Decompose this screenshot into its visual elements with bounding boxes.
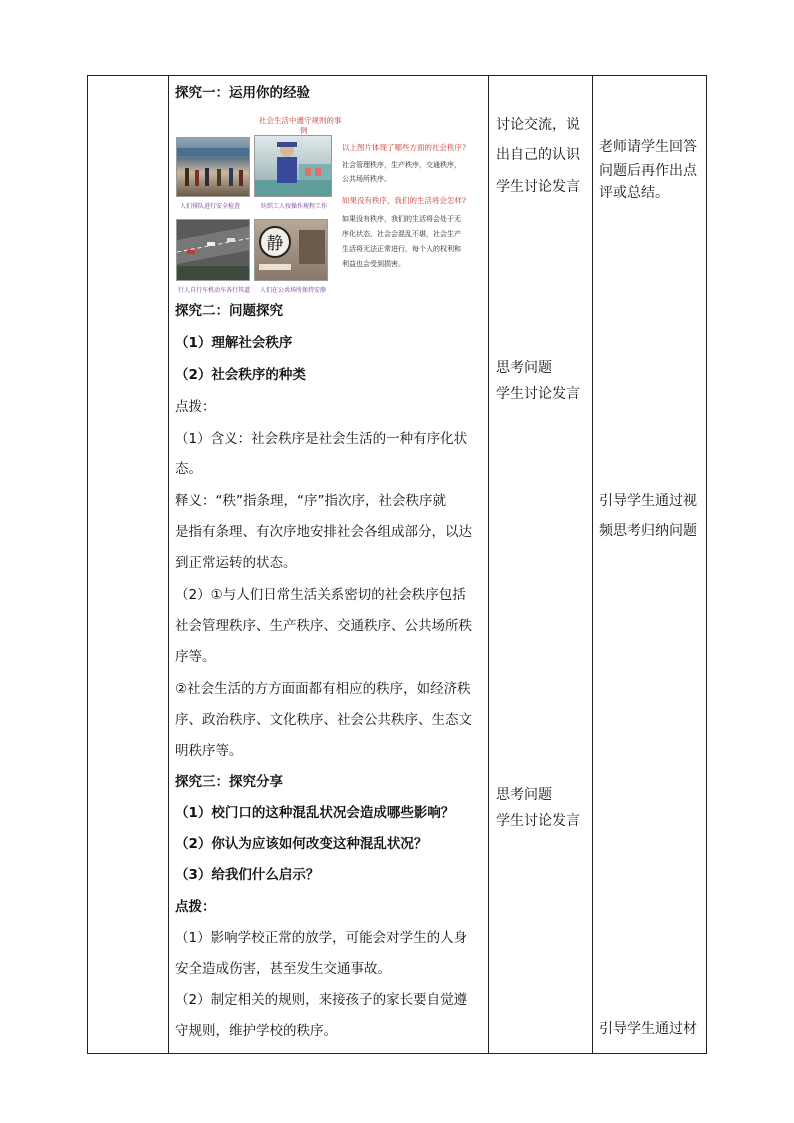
body-line: 点拨： bbox=[175, 899, 216, 915]
body-line: 态。 bbox=[175, 461, 202, 477]
body-line: （2）①与人们日常生活关系密切的社会秩序包括 bbox=[175, 587, 466, 603]
note-line: 引导学生通过材 bbox=[599, 1021, 697, 1037]
activity-line: 学生讨论发言 bbox=[496, 386, 580, 402]
activity-line: 出自己的认识 bbox=[496, 147, 580, 163]
photo-traffic bbox=[176, 219, 250, 281]
body-line: 守规则，维护学校的秩序。 bbox=[175, 1023, 337, 1039]
question-1: 以上图片体现了哪些方面的社会秩序? bbox=[342, 143, 467, 152]
body-line: （1）影响学校正常的放学，可能会对学生的人身 bbox=[175, 930, 468, 946]
collage-title-cont: 例 bbox=[300, 126, 308, 135]
answer-2-line: 序化状态，社会会混乱不堪，社会生产 bbox=[342, 230, 461, 238]
photo-security-queue bbox=[176, 137, 250, 197]
sign-character: 静 bbox=[266, 234, 284, 254]
question-line: （1）校门口的这种混乱状况会造成哪些影响？ bbox=[175, 805, 455, 821]
note-line: 评或总结。 bbox=[599, 185, 669, 201]
answer-2-line: 生活将无法正常进行，每个人的权利和 bbox=[342, 245, 461, 253]
body-line: 明秩序等。 bbox=[175, 743, 243, 759]
student-activity-column bbox=[489, 76, 592, 1053]
question-2: 如果没有秩序，我们的生活将会怎样? bbox=[342, 196, 467, 205]
activity-line: 学生讨论发言 bbox=[496, 813, 580, 829]
image-collage bbox=[176, 111, 486, 294]
activity-line: 讨论交流，说 bbox=[496, 117, 580, 133]
section-heading: 探究二：问题探究 bbox=[175, 303, 283, 319]
activity-line: 学生讨论发言 bbox=[496, 179, 580, 195]
note-line: 问题后再作出点 bbox=[599, 163, 697, 179]
body-line: 到正常运转的状态。 bbox=[175, 555, 297, 571]
body-line: （2）制定相关的规则，来接孩子的家长要自觉遵 bbox=[175, 992, 468, 1008]
body-line: 序等。 bbox=[175, 649, 216, 665]
sub-heading: （1）理解社会秩序 bbox=[175, 335, 293, 351]
photo-quiet-sign bbox=[254, 219, 328, 281]
body-line: （1）含义：社会秩序是社会生活的一种有序化状 bbox=[175, 431, 468, 447]
section-heading: 探究一：运用你的经验 bbox=[175, 85, 310, 101]
body-line: ②社会生活的方方面面都有相应的秩序，如经济秩 bbox=[175, 681, 471, 697]
teacher-note-column bbox=[593, 76, 705, 1053]
traffic-illustration bbox=[177, 220, 250, 281]
answer-1-line: 公共场所秩序。 bbox=[342, 175, 391, 183]
activity-line: 思考问题 bbox=[496, 787, 552, 803]
quiet-sign-illustration bbox=[255, 220, 328, 281]
body-line: 是指有条理、有次序地安排社会各组成部分，以达 bbox=[175, 524, 472, 540]
question-line: （2）你认为应该如何改变这种混乱状况？ bbox=[175, 836, 428, 852]
queue-illustration bbox=[177, 138, 250, 197]
note-line: 引导学生通过视 bbox=[599, 493, 697, 509]
note-line: 频思考归纳问题 bbox=[599, 523, 697, 539]
body-line: 序、政治秩序、文化秩序、社会公共秩序、生态文 bbox=[175, 712, 472, 728]
answer-2-line: 利益也会受到损害。 bbox=[342, 260, 405, 268]
body-line: 点拨： bbox=[175, 399, 216, 415]
collage-title: 社会生活中遵守规则的事 bbox=[259, 116, 342, 125]
section-heading: 探究三：探究分享 bbox=[175, 774, 283, 790]
note-line: 老师请学生回答 bbox=[599, 139, 697, 155]
photo-caption: 纺织工人按操作规程工作 bbox=[261, 203, 328, 210]
activity-line: 思考问题 bbox=[496, 360, 552, 376]
photo-caption: 行人自行车机动车各行其道 bbox=[178, 287, 251, 294]
photo-caption: 人们在公共场所保持安静 bbox=[260, 287, 327, 294]
answer-2-line: 如果没有秩序，我们的生活将会处于无 bbox=[342, 215, 461, 223]
answer-1-line: 社会管理秩序，生产秩序，交通秩序， bbox=[342, 161, 461, 169]
photo-caption: 人们排队进行安全检查 bbox=[180, 203, 241, 210]
body-line: 安全造成伤害，甚至发生交通事故。 bbox=[175, 961, 391, 977]
content-column bbox=[169, 76, 488, 1053]
photo-textile-worker bbox=[254, 135, 332, 197]
worker-illustration bbox=[255, 136, 332, 197]
lesson-table bbox=[87, 75, 707, 1054]
body-line: 释义：“秩”指条理，“序”指次序，社会秩序就 bbox=[175, 493, 446, 509]
body-line: 社会管理秩序、生产秩序、交通秩序、公共场所秩 bbox=[175, 618, 472, 634]
sub-heading: （2）社会秩序的种类 bbox=[175, 367, 306, 383]
question-line: （3）给我们什么启示？ bbox=[175, 867, 320, 883]
